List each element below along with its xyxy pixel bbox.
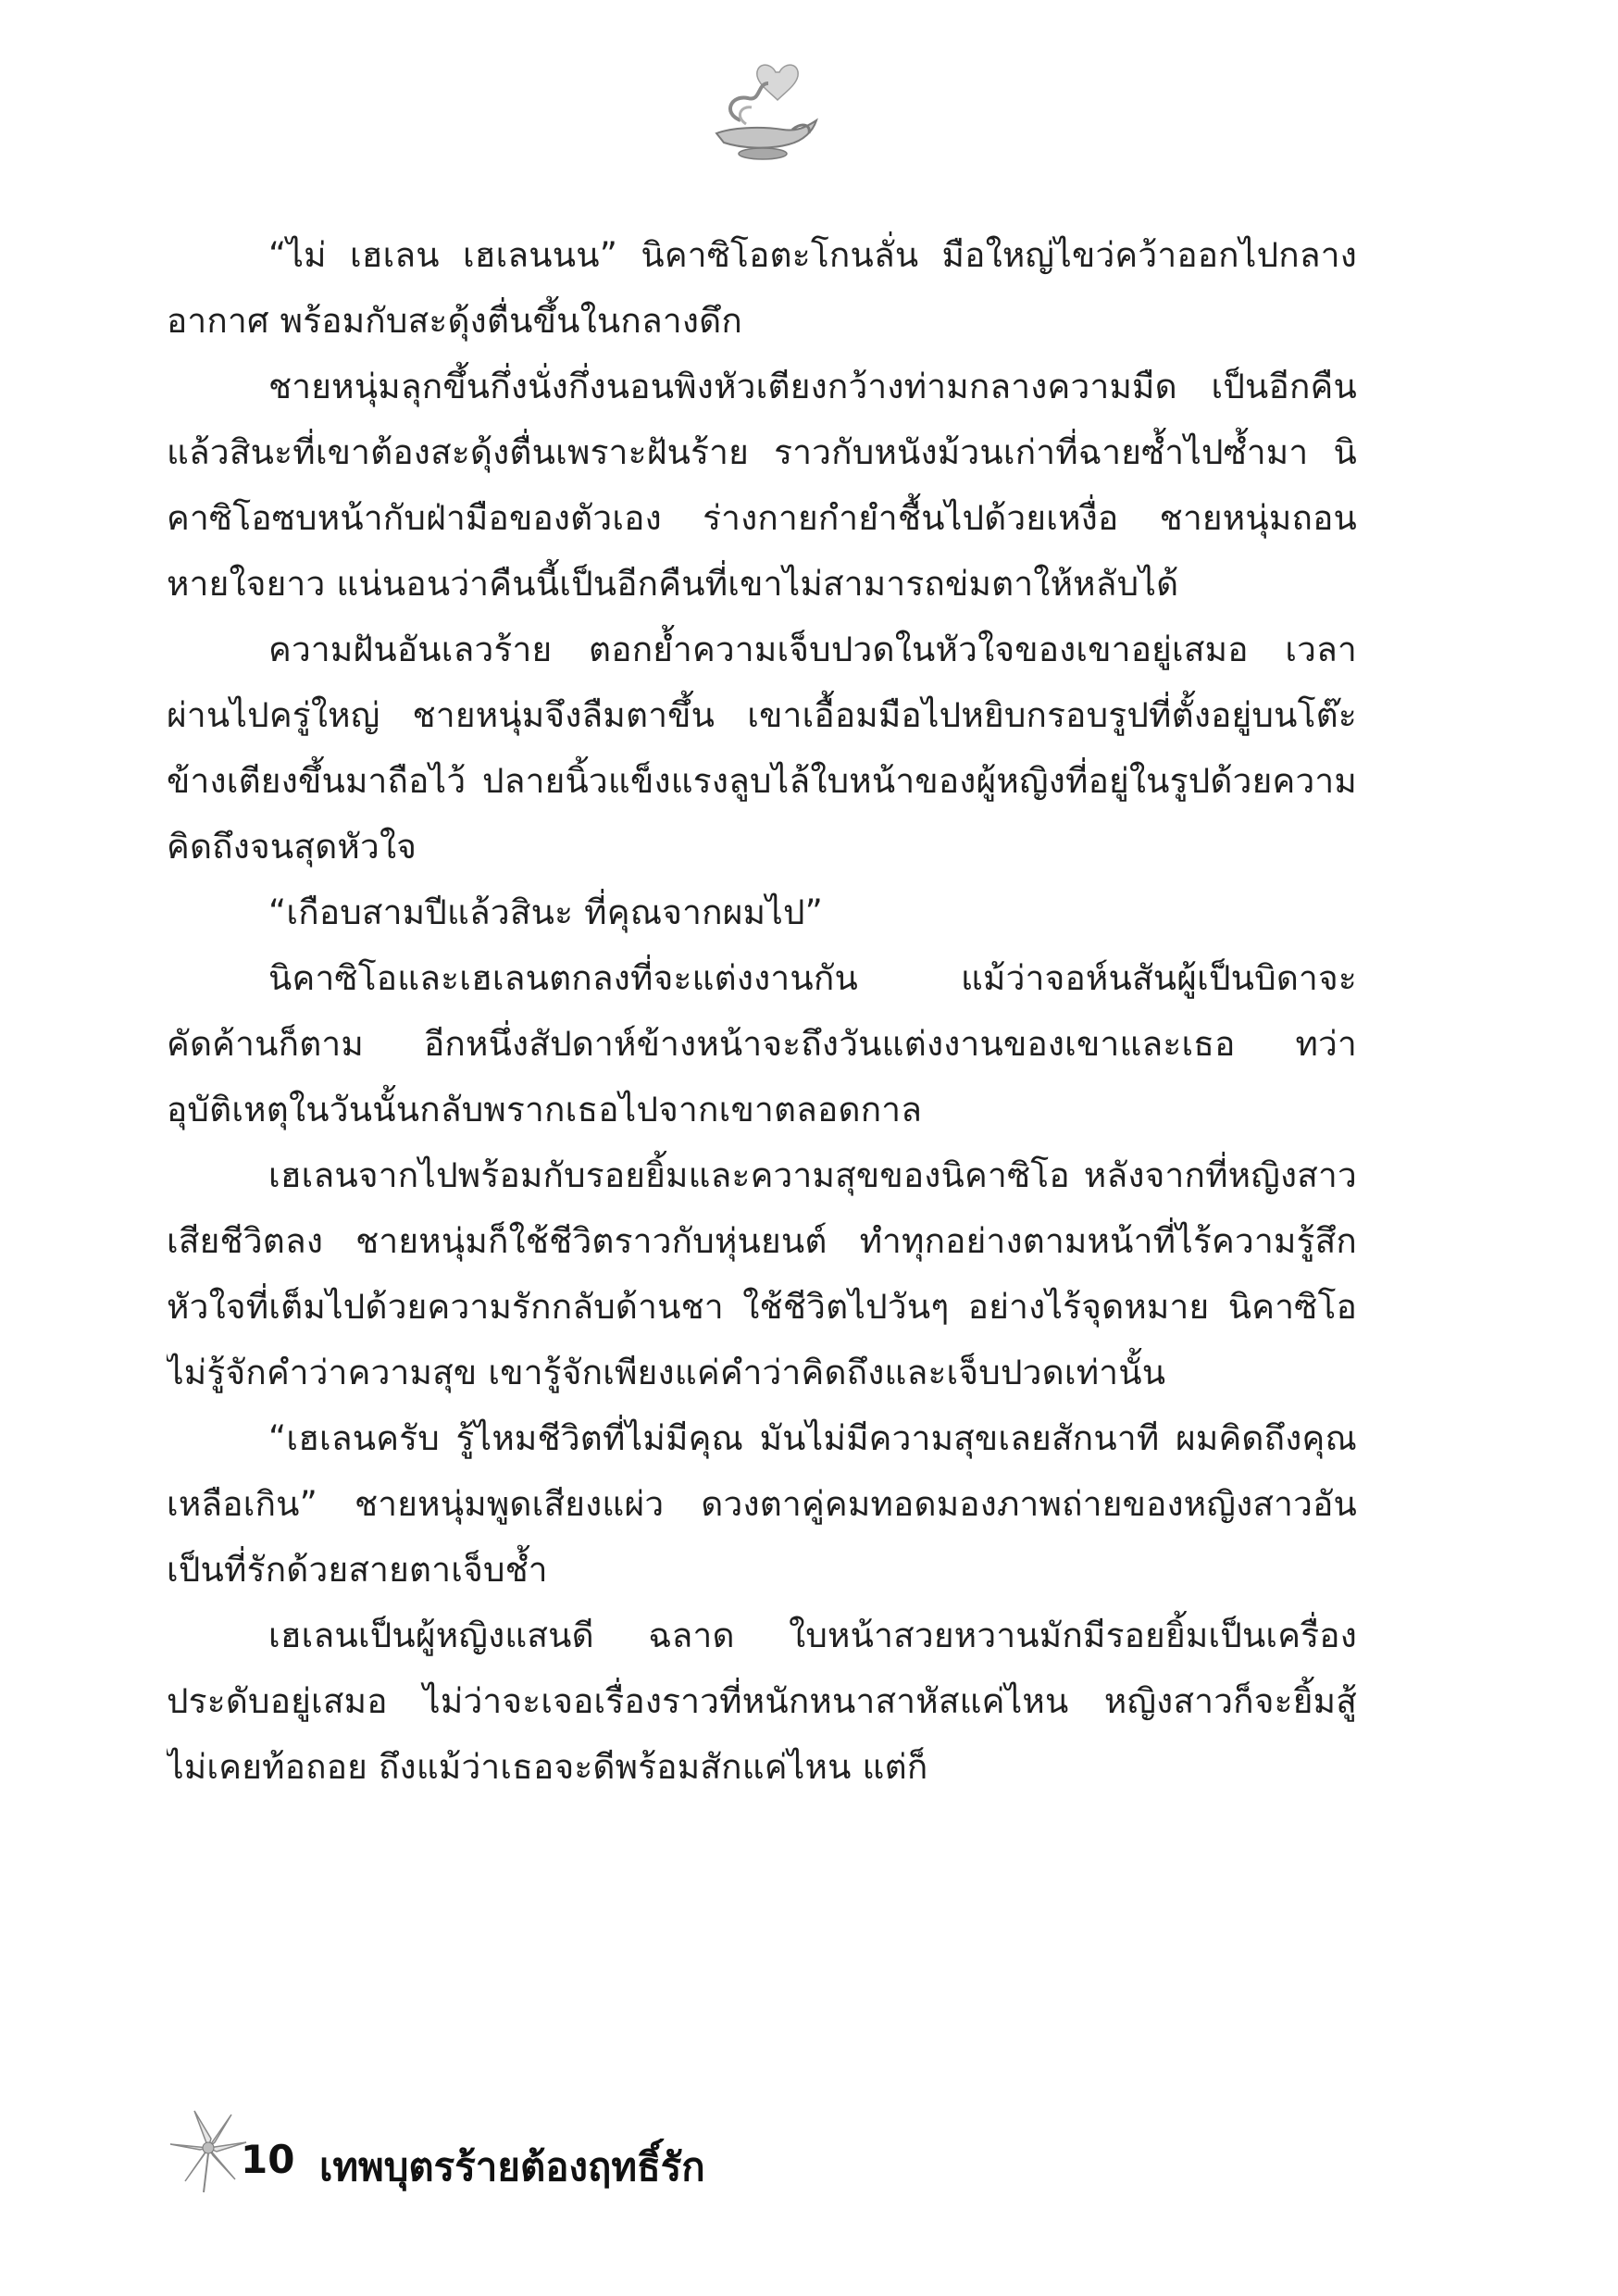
paragraph-1: “ไม่ เฮเลน เฮเลนนน” นิคาซิโอตะโกนลั่น มือใหญ่ไขว่คว้าออกไปกลางอากาศ พร้อมกับสะดุ้งตื่นขึ้นในกลางดึก <box>167 235 1357 341</box>
page-footer <box>167 2102 1370 2213</box>
paragraph-7: “เฮเลนครับ รู้ไหมชีวิตที่ไม่มีคุณ มันไม่มีความสุขเลยสักนาที ผมคิดถึงคุณเหลือเกิน” ชายหนุ่มพูดเสียงแผ่ว ดวงตาคู่คมทอดมองภาพถ่ายของหญิงสาวอันเป็นที่รักด้วยสายตาเจ็บช้ำ <box>167 1418 1357 1590</box>
paragraph-3: ความฝันอันเลวร้าย ตอกย้ำความเจ็บปวดในหัวใจของเขาอยู่เสมอ เวลาผ่านไปครู่ใหญ่ ชายหนุ่มจึงลืมตาขึ้น เขาเอื้อมมือไปหยิบกรอบรูปที่ตั้งอยู่บนโต๊ะข้างเตียงขึ้นมาถือไว้ ปลายนิ้วแข็งแรงลูบไล้ใบหน้าของผู้หญิงที่อยู่ในรูปด้วยความคิดถึงจนสุดหัวใจ <box>167 630 1357 867</box>
paragraph-2: ชายหนุ่มลุกขึ้นกึ่งนั่งกึ่งนอนพิงหัวเตียงกว้างท่ามกลางความมืด เป็นอีกคืนแล้วสินะที่เขาต้องสะดุ้งตื่นเพราะฝันร้าย ราวกับหนังม้วนเก่าที่ฉายซ้ำไปซ้ำมา นิคาซิโอซบหน้ากับฝ่ามือของตัวเอง ร่างกายกำยำชื้นไปด้วยเหงื่อ ชายหนุ่มถอนหายใจยาว แน่นอนว่าคืนนี้เป็นอีกคืนที่เขาไม่สามารถข่มตาให้หลับได้ <box>167 367 1357 604</box>
paragraph-8: เฮเลนเป็นผู้หญิงแสนดี ฉลาด ใบหน้าสวยหวานมักมีรอยยิ้มเป็นเครื่องประดับอยู่เสมอ ไม่ว่าจะเจอเรื่องราวที่หนักหนาสาหัสแค่ไหน หญิงสาวก็จะยิ้มสู้ ไม่เคยท้อถอย ถึงแม้ว่าเธอจะดีพร้อมสักแค่ไหน แต่ก็ <box>167 1616 1357 1787</box>
body-text <box>167 222 1357 2092</box>
paragraph-5: นิคาซิโอและเฮเลนตกลงที่จะแต่งงานกัน แม้ว่าจอห์นสันผู้เป็นบิดาจะคัดค้านก็ตาม อีกหนึ่งสัปดาห์ข้างหน้าจะถึงวันแต่งงานของเขาและเธอ ทว่าอุบัติเหตุในวันนั้นกลับพรากเธอไปจากเขาตลอดกาล <box>167 958 1357 1129</box>
paragraph-6: เฮเลนจากไปพร้อมกับรอยยิ้มและความสุขของนิคาซิโอ หลังจากที่หญิงสาวเสียชีวิตลง ชายหนุ่มก็ใช้ชีวิตราวกับหุ่นยนต์ ทำทุกอย่างตามหน้าที่ไร้ความรู้สึก หัวใจที่เต็มไปด้วยความรักกลับด้านชา ใช้ชีวิตไปวันๆ อย่างไร้จุดหมาย นิคาซิโอไม่รู้จักคำว่าความสุข เขารู้จักเพียงแค่คำว่าคิดถึงและเจ็บปวดเท่านั้น <box>167 1155 1357 1392</box>
lamp-genie-ornament-icon <box>703 56 824 167</box>
book-title: เทพบุตรร้ายต้องฤทธิ์รัก <box>319 2144 705 2190</box>
paragraph-4: “เกือบสามปีแล้วสินะ ที่คุณจากผมไป” <box>268 892 824 932</box>
lily-flower-icon <box>167 2102 250 2194</box>
page-number: 10 <box>241 2137 295 2182</box>
